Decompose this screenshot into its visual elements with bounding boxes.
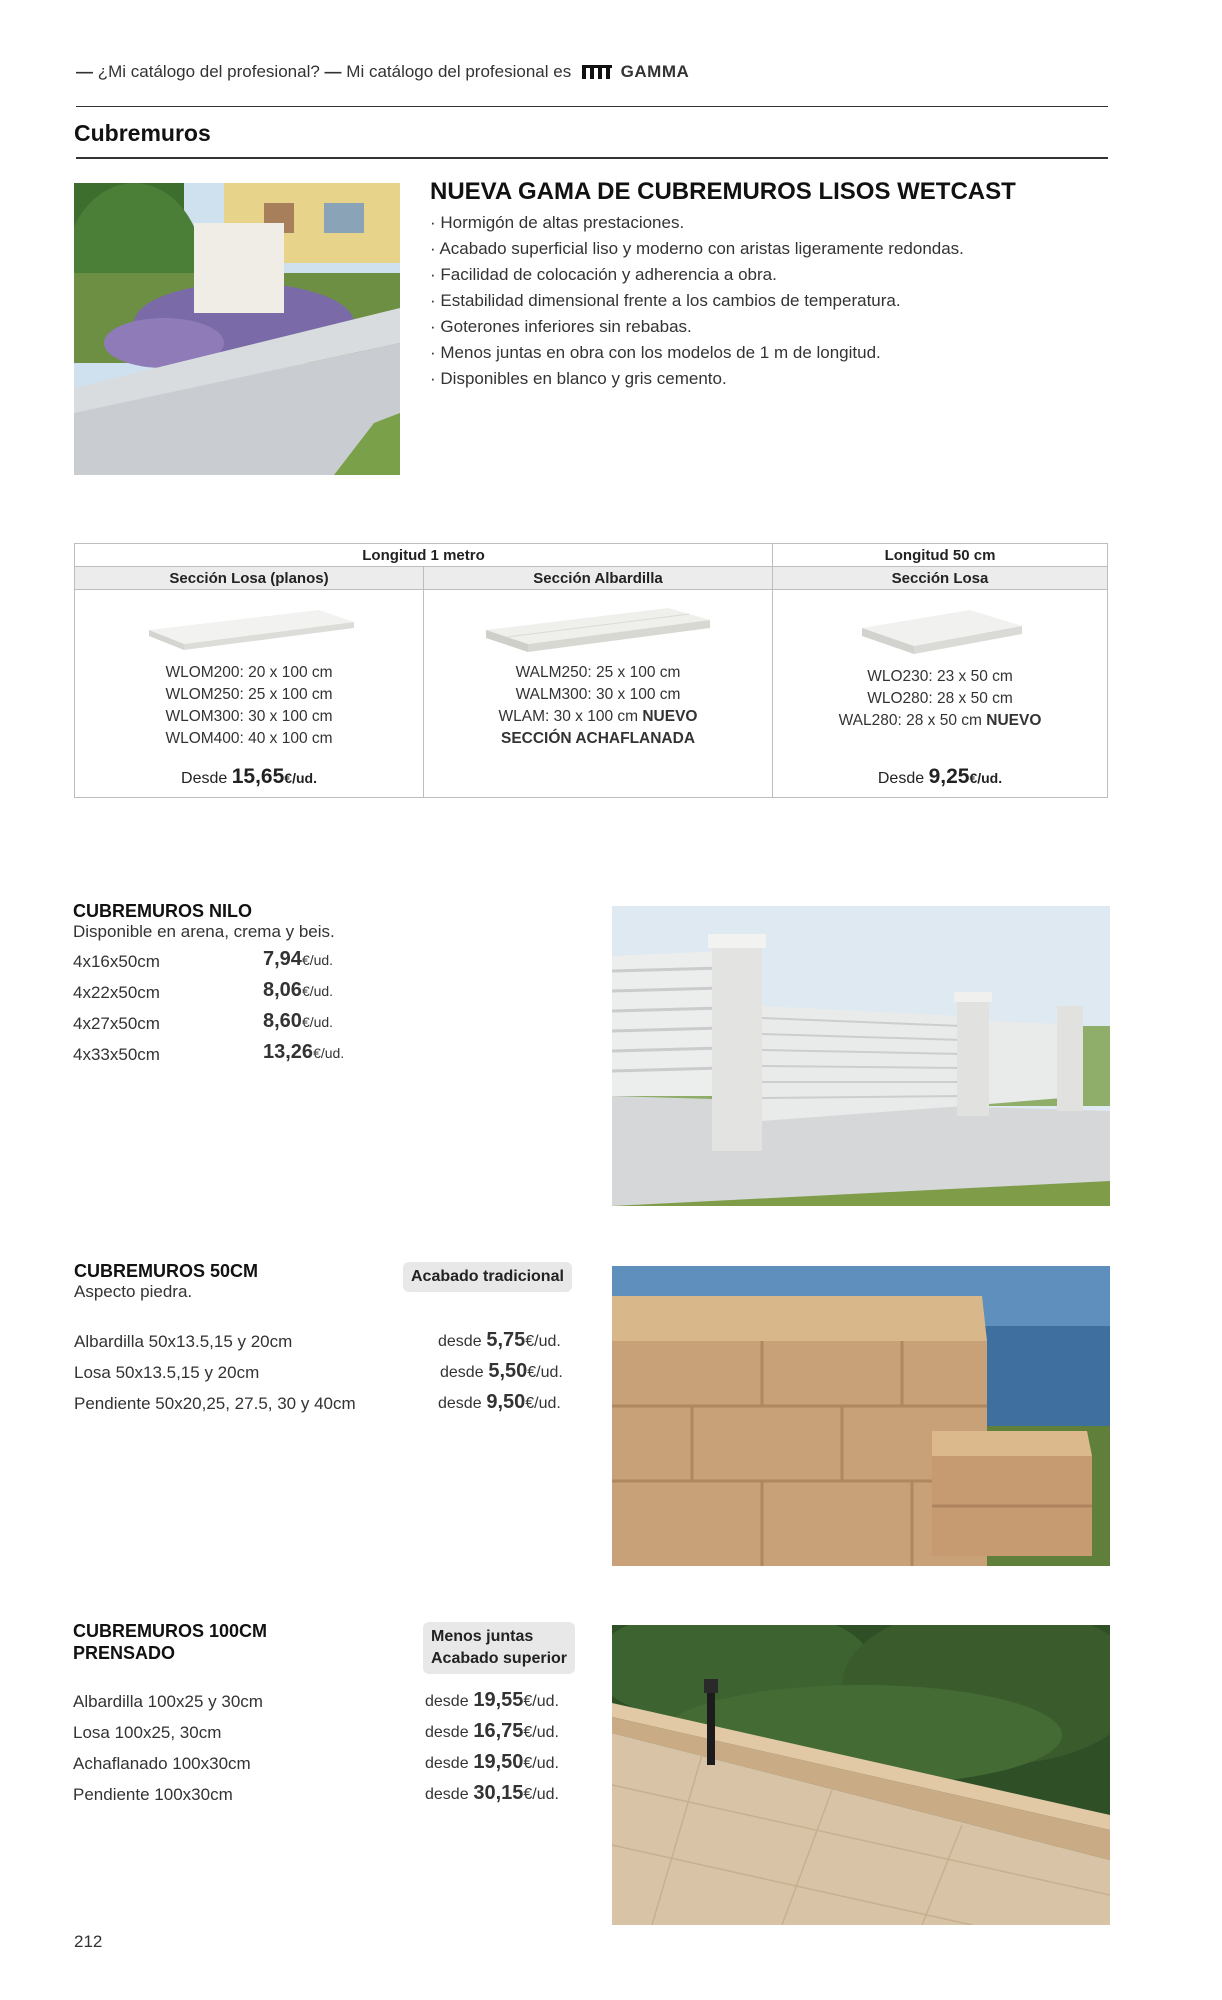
header-divider	[76, 106, 1108, 107]
wetcast-title: NUEVA GAMA DE CUBREMUROS LISOS WETCAST	[430, 178, 1016, 205]
finish-badge: Acabado tradicional	[403, 1262, 572, 1292]
table-group-header: Longitud 50 cm	[773, 544, 1108, 567]
feature-item: · Acabado superficial liso y moderno con aristas ligeramente redondas.	[430, 236, 964, 262]
nilo-fence-photo	[612, 906, 1110, 1206]
product-code: WLO230: 23 x 50 cm	[867, 668, 1013, 685]
product-code: WLOM200: 20 x 100 cm	[165, 664, 333, 681]
table-column-header: Sección Losa (planos)	[75, 567, 424, 590]
short-slab-image	[850, 604, 1030, 660]
title-divider	[76, 157, 1108, 159]
price-row: Albardilla 100x25 y 30cm desde 19,55€/ud.	[73, 1689, 559, 1711]
c50-stone-wall-photo	[612, 1266, 1110, 1566]
product-code: WAL280: 28 x 50 cm NUEVO	[838, 712, 1042, 729]
feature-item: · Facilidad de colocación y adherencia a obra.	[430, 262, 964, 288]
product-code: WALM300: 30 x 100 cm	[515, 686, 681, 703]
catalog-header: — ¿Mi catálogo del profesional? — Mi catálogo del profesional es GAMMA	[76, 62, 689, 84]
price-row: Losa 50x13.5,15 y 20cm desde 5,50€/ud.	[74, 1360, 563, 1382]
price-from: Desde 15,65€/ud.	[181, 765, 317, 788]
product-code: WLO280: 28 x 50 cm	[867, 690, 1013, 707]
nilo-title: CUBREMUROS NILO	[73, 901, 252, 921]
c50-subtitle: Aspecto piedra.	[74, 1282, 193, 1301]
table-cell-albardilla	[424, 590, 773, 798]
c100-patio-photo	[612, 1625, 1110, 1925]
product-code: SECCIÓN ACHAFLANADA	[500, 730, 696, 747]
nilo-subtitle: Disponible en arena, crema y beis.	[73, 922, 335, 941]
price-row: 4x22x50cm 8,06€/ud.	[73, 979, 334, 1002]
table-group-header: Longitud 1 metro	[75, 544, 773, 567]
wetcast-features	[430, 210, 964, 392]
page-number: 212	[74, 1932, 103, 1951]
feature-item: · Menos juntas en obra con los modelos de 1 m de longitud.	[430, 340, 964, 366]
product-code: WLAM: 30 x 100 cm NUEVO	[498, 708, 698, 725]
table-column-header: Sección Albardilla	[424, 567, 773, 590]
product-code: WALM250: 25 x 100 cm	[515, 664, 681, 681]
feature-item: · Hormigón de altas prestaciones.	[430, 210, 964, 236]
product-code: WLOM250: 25 x 100 cm	[165, 686, 333, 703]
table-cell-losa-planos	[75, 590, 424, 798]
table-cell-losa-50	[773, 590, 1108, 798]
c50-title: CUBREMUROS 50CM	[74, 1261, 259, 1281]
gamma-logo	[582, 64, 612, 84]
features-badge: Menos juntas Acabado superior	[423, 1622, 575, 1674]
product-code: WLOM400: 40 x 100 cm	[165, 730, 333, 747]
page-title: Cubremuros	[74, 120, 211, 146]
table-column-header: Sección Losa	[773, 567, 1108, 590]
feature-item: · Goterones inferiores sin rebabas.	[430, 314, 964, 340]
coping-image	[478, 604, 718, 656]
price-row: 4x33x50cm 13,26€/ud.	[73, 1041, 345, 1064]
price-row: Achaflanado 100x30cm desde 19,50€/ud.	[73, 1751, 559, 1773]
flat-slab-image	[139, 604, 359, 656]
feature-item: · Disponibles en blanco y gris cemento.	[430, 366, 964, 392]
wetcast-garden-photo	[74, 183, 400, 475]
wetcast-spec-table	[74, 543, 1108, 798]
price-row: 4x27x50cm 8,60€/ud.	[73, 1010, 334, 1033]
price-row: Pendiente 100x30cm desde 30,15€/ud.	[73, 1782, 559, 1804]
price-row: Albardilla 50x13.5,15 y 20cm desde 5,75€/ud.	[74, 1329, 561, 1351]
price-row: Pendiente 50x20,25, 27.5, 30 y 40cm desde 9,50€/ud.	[74, 1391, 561, 1413]
price-row: Losa 100x25, 30cm desde 16,75€/ud.	[73, 1720, 559, 1742]
c100-title: CUBREMUROS 100CM PRENSADO	[73, 1621, 268, 1663]
product-code: WLOM300: 30 x 100 cm	[165, 708, 333, 725]
price-row: 4x16x50cm 7,94€/ud.	[73, 948, 334, 971]
feature-item: · Estabilidad dimensional frente a los cambios de temperatura.	[430, 288, 964, 314]
price-from: Desde 9,25€/ud.	[877, 765, 1003, 788]
